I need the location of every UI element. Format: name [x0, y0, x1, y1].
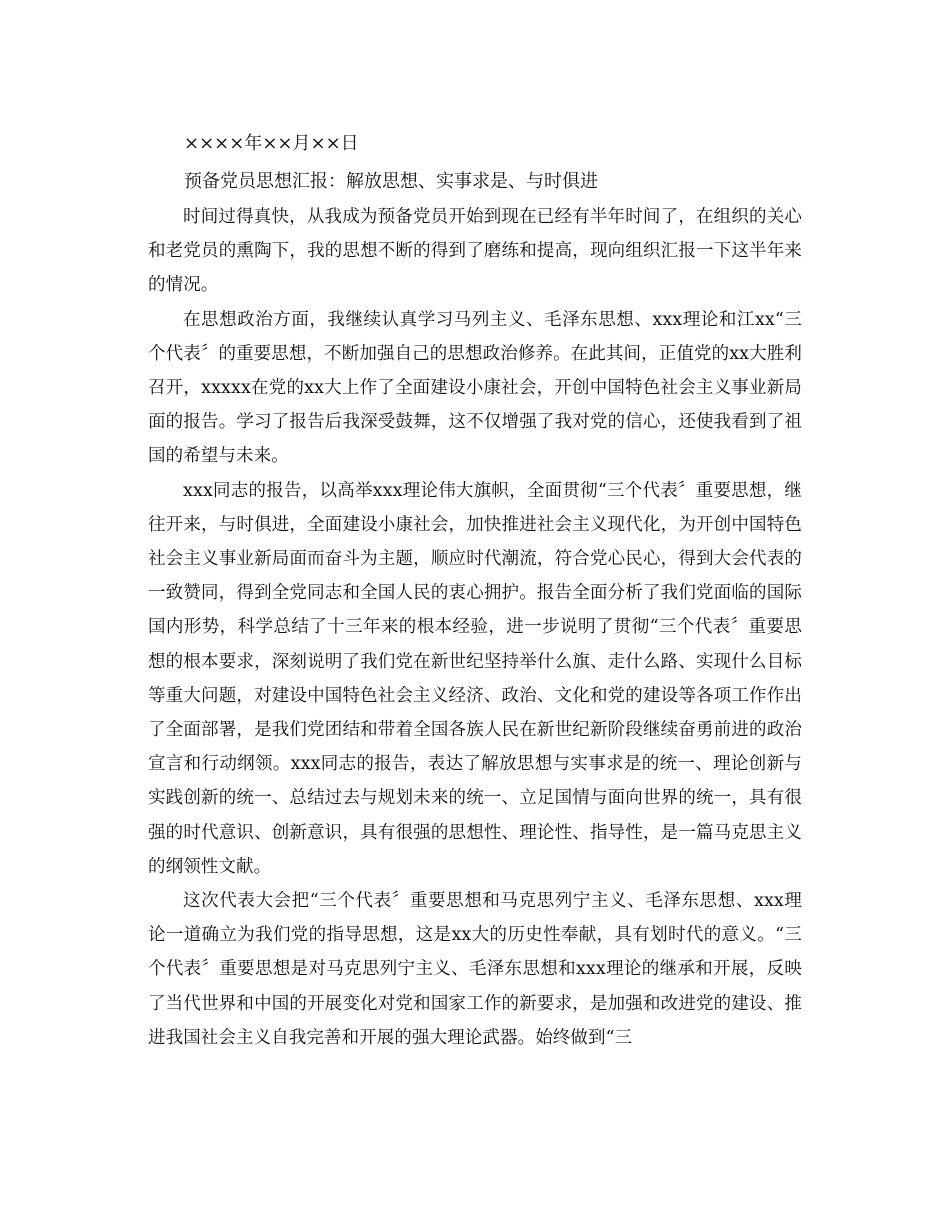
paragraph-4: 这次代表大会把“三个代表〞重要思想和马克思列宁主义、毛泽东思想、xxx理论一道确立为我们党的指导思想，这是xx大的历史性奉献，具有划时代的意义。“三个代表〞重要思想是对马克思列宁主义、毛泽东思想和xxx理论的继承和开展，反映了当代世界和中国的开展变化对党和国家工作的新要求，是加强和改进党的建设、推进我国社会主义自我完善和开展的强大理论武器。始终做到“三: [148, 891, 802, 1048]
document-date: ××××年××月××日: [184, 133, 359, 154]
paragraph-1: 时间过得真快，从我成为预备党员开始到现在已经有半年时间了，在组织的关心和老党员的熏陶下，我的思想不断的得到了磨练和提高，现向组织汇报一下这半年来的情况。: [148, 207, 802, 296]
paragraph-2: 在思想政治方面，我继续认真学习马列主义、毛泽东思想、xxx理论和江xx“三个代表〞的重要思想，不断加强自己的思想政治修养。在此其间，正值党的xx大胜利召开，xxxxx在党的xx大上作了全面建设小康社会，开创中国特色社会主义事业新局面的报告。学习了报告后我深受鼓舞，这不仅增强了我对党的信心，还使我看到了祖国的希望与未来。: [148, 309, 802, 467]
paragraph-3: xxx同志的报告，以高举xxx理论伟大旗帜，全面贯彻“三个代表〞重要思想，继往开来，与时俱进，全面建设小康社会，加快推进社会主义现代化，为开创中国特色社会主义事业新局面而奋斗为主题，顺应时代潮流，符合党心民心，得到大会代表的一致赞同，得到全党同志和全国人民的衷心拥护。报告全面分析了我们党面临的国际国内形势，科学总结了十三年来的根本经验，进一步说明了贯彻“三个代表〞重要思想的根本要求，深刻说明了我们党在新世纪坚持举什么旗、走什么路、实现什么目标等重大问题，对建设中国特色社会主义经济、政治、文化和党的建设等各项工作作出了全面部署，是我们党团结和带着全国各族人民在新世纪新阶段继续奋勇前进的政治宣言和行动纲领。xxx同志的报告，表达了解放思想与实事求是的统一、理论创新与实践创新的统一、总结过去与规划未来的统一、立足国情与面向世界的统一，具有很强的时代意识、创新意识，具有很强的思想性、理论性、指导性，是一篇马克思主义的纲领性文献。: [148, 480, 802, 877]
document-body: [148, 128, 802, 1055]
document-title: 预备党员思想汇报：解放思想、实事求是、与时俱进: [184, 171, 598, 192]
